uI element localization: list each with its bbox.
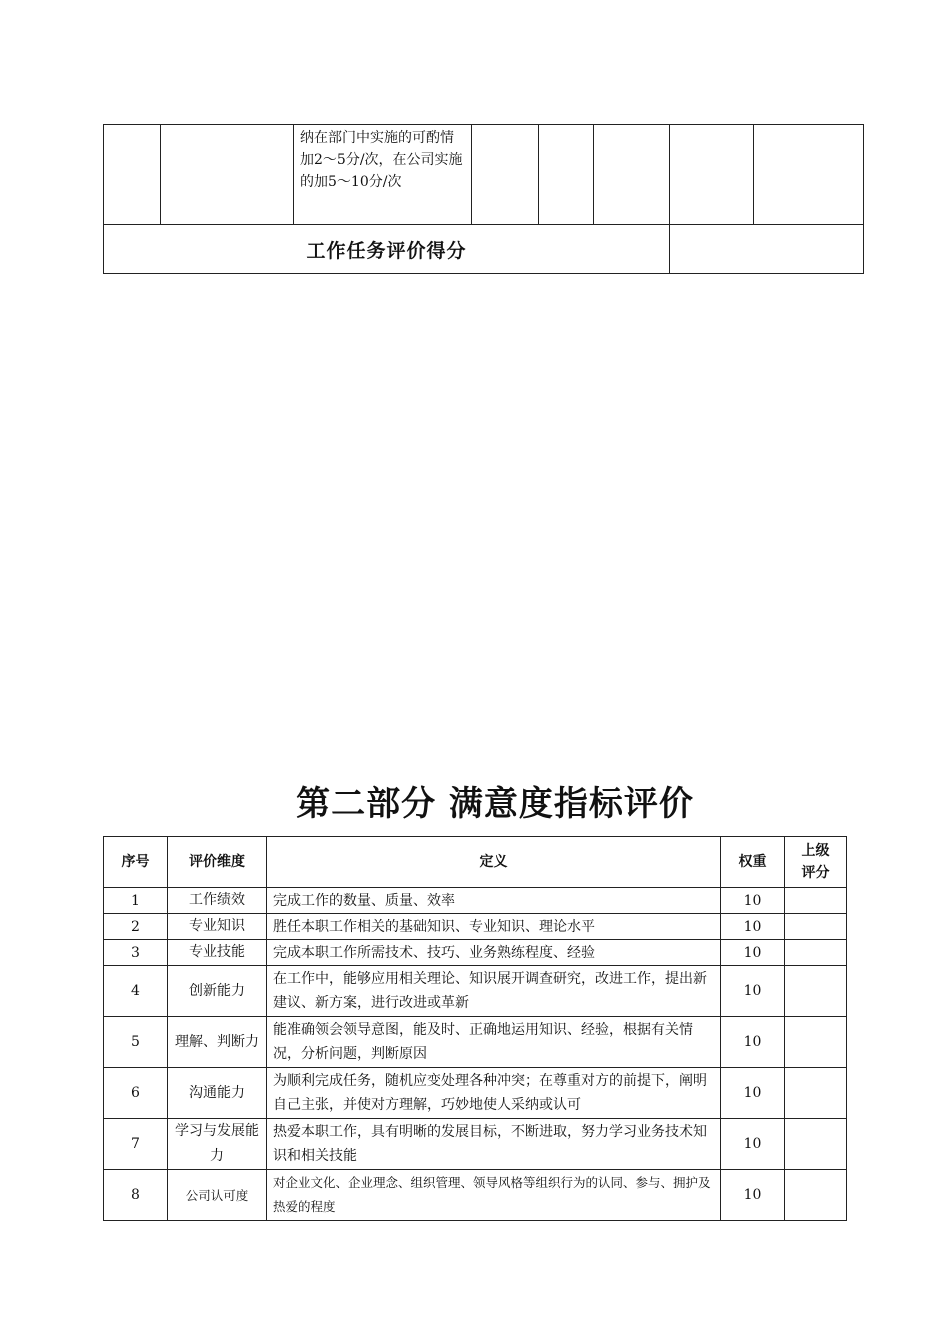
row-index: 5	[104, 1017, 168, 1068]
header-superior-score: 上级评分	[785, 837, 847, 888]
table-row	[104, 940, 847, 966]
task-score-label: 工作任务评价得分	[104, 225, 670, 274]
row-dimension: 理解、判断力	[168, 1017, 267, 1068]
satisfaction-table	[103, 836, 847, 1221]
task-row	[104, 125, 864, 225]
row-score-cell[interactable]	[785, 888, 847, 914]
row-weight: 10	[721, 888, 785, 914]
header-dimension: 评价维度	[168, 837, 267, 888]
row-dimension: 学习与发展能力	[168, 1119, 267, 1170]
row-definition: 完成本职工作所需技术、技巧、业务熟练程度、经验	[267, 940, 721, 966]
row-index: 3	[104, 940, 168, 966]
table-cell	[754, 125, 864, 225]
table-row	[104, 966, 847, 1017]
header-index: 序号	[104, 837, 168, 888]
row-score-cell[interactable]	[785, 966, 847, 1017]
row-index: 4	[104, 966, 168, 1017]
row-definition: 为顺利完成任务，随机应变处理各种冲突；在尊重对方的前提下，阐明自己主张，并使对方理解，巧妙地使人采纳或认可	[267, 1068, 721, 1119]
row-definition: 在工作中，能够应用相关理论、知识展开调查研究，改进工作，提出新建议、新方案，进行改进或革新	[267, 966, 721, 1017]
row-weight: 10	[721, 1068, 785, 1119]
row-index: 6	[104, 1068, 168, 1119]
row-score-cell[interactable]	[785, 914, 847, 940]
table-row	[104, 914, 847, 940]
section-title: 第二部分 满意度指标评价	[296, 784, 694, 824]
row-score-cell[interactable]	[785, 1170, 847, 1221]
row-weight: 10	[721, 940, 785, 966]
table-row	[104, 1068, 847, 1119]
row-definition: 热爱本职工作，具有明晰的发展目标，不断进取，努力学习业务技术知识和相关技能	[267, 1119, 721, 1170]
row-index: 2	[104, 914, 168, 940]
row-definition: 胜任本职工作相关的基础知识、专业知识、理论水平	[267, 914, 721, 940]
table-cell	[539, 125, 594, 225]
row-index: 1	[104, 888, 168, 914]
table-cell	[670, 125, 754, 225]
row-score-cell[interactable]	[785, 1068, 847, 1119]
row-index: 7	[104, 1119, 168, 1170]
header-weight: 权重	[721, 837, 785, 888]
row-dimension: 专业技能	[168, 940, 267, 966]
row-weight: 10	[721, 1119, 785, 1170]
table-cell	[104, 125, 161, 225]
task-evaluation-table	[103, 124, 864, 274]
row-definition: 对企业文化、企业理念、组织管理、领导风格等组织行为的认同、参与、拥护及热爱的程度	[267, 1170, 721, 1221]
row-dimension: 专业知识	[168, 914, 267, 940]
task-score-row	[104, 225, 864, 274]
table-row	[104, 1119, 847, 1170]
row-definition: 能准确领会领导意图，能及时、正确地运用知识、经验，根据有关情况，分析问题，判断原因	[267, 1017, 721, 1068]
table-row	[104, 1017, 847, 1068]
row-score-cell[interactable]	[785, 1017, 847, 1068]
row-dimension: 创新能力	[168, 966, 267, 1017]
table-cell	[472, 125, 539, 225]
table-row	[104, 888, 847, 914]
row-index: 8	[104, 1170, 168, 1221]
row-weight: 10	[721, 1170, 785, 1221]
task-score-value-cell	[670, 225, 864, 274]
table-cell	[594, 125, 670, 225]
row-weight: 10	[721, 914, 785, 940]
table-row	[104, 1170, 847, 1221]
row-weight: 10	[721, 1017, 785, 1068]
row-weight: 10	[721, 966, 785, 1017]
row-dimension: 工作绩效	[168, 888, 267, 914]
row-score-cell[interactable]	[785, 940, 847, 966]
table-header-row	[104, 837, 847, 888]
table-cell	[161, 125, 294, 225]
row-definition: 完成工作的数量、质量、效率	[267, 888, 721, 914]
row-dimension: 公司认可度	[168, 1170, 267, 1221]
row-score-cell[interactable]	[785, 1119, 847, 1170]
row-dimension: 沟通能力	[168, 1068, 267, 1119]
task-description-cell: 纳在部门中实施的可酌情加2～5分/次，在公司实施的加5～10分/次	[294, 125, 472, 225]
header-definition: 定义	[267, 837, 721, 888]
